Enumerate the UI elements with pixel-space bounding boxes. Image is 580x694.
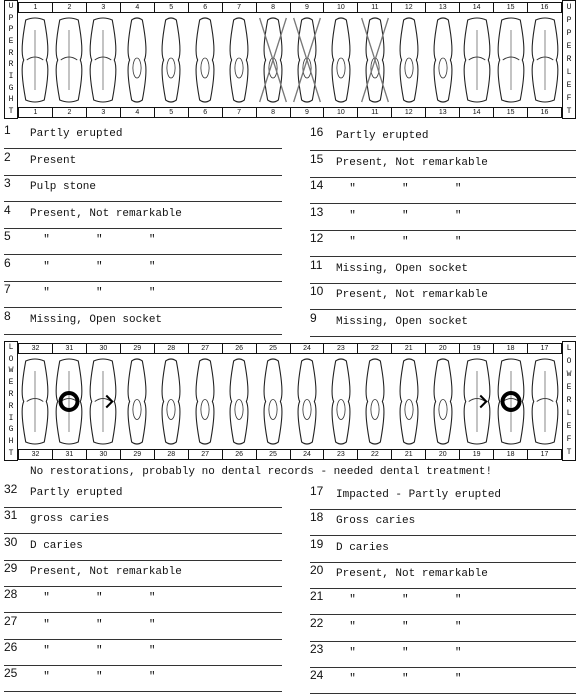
tooth-entry [310, 484, 576, 510]
side-letter: L [566, 409, 572, 419]
tooth-number: 27 [189, 344, 223, 353]
tooth-entry [4, 640, 282, 666]
tooth-drawing [464, 359, 490, 444]
chart-note: No restorations, probably no dental records - needed dental treatment! [30, 466, 493, 478]
tooth-drawing [196, 18, 214, 102]
tooth-drawing [22, 359, 48, 444]
side-letter: P [566, 28, 572, 38]
tooth-number: 22 [358, 344, 392, 353]
lower-right-side-label [4, 341, 18, 461]
tooth-drawing [230, 359, 248, 444]
tooth-drawing [434, 359, 452, 444]
entry-rule [4, 334, 282, 335]
side-letter: L [8, 342, 14, 352]
tooth-number: 10 [324, 3, 358, 12]
tooth-number: 16 [540, 109, 549, 116]
tooth-entry-number: 11 [310, 257, 323, 272]
side-letter: P [566, 15, 572, 25]
tooth-entry-number: 9 [310, 310, 317, 325]
side-letter: H [8, 437, 14, 447]
tooth-number: 5 [155, 3, 189, 12]
tooth-number: 8 [257, 108, 291, 117]
tooth-entry-text: " " " [336, 673, 462, 686]
tooth-number: 26 [223, 450, 257, 459]
tooth-entry-text: " " " [336, 594, 462, 607]
tooth-entry-text: " " " [30, 618, 156, 631]
tooth-entry [310, 537, 576, 563]
tooth-entry-text: D caries [336, 541, 389, 554]
lower-tooth-numbers-bottom [18, 449, 562, 460]
tooth-entry [4, 309, 282, 335]
tooth-number: 8 [257, 3, 291, 12]
side-letter: G [8, 83, 14, 93]
side-letter: O [8, 354, 14, 364]
tooth-entry-number: 10 [310, 284, 324, 298]
tooth-number: 17 [540, 345, 549, 352]
tooth-number: 19 [460, 344, 494, 353]
tooth-entry [4, 203, 282, 229]
tooth-entry-number: 31 [4, 508, 18, 523]
tooth-number: 24 [291, 344, 325, 353]
tooth-entry-number: 25 [4, 666, 18, 681]
tooth-number: 21 [392, 450, 426, 459]
tooth-drawing [128, 18, 146, 102]
tooth-entry [4, 561, 282, 587]
tooth-number: 4 [121, 108, 155, 117]
side-letter: W [8, 366, 14, 376]
tooth-entry [310, 284, 576, 310]
upper-tooth-numbers-top [18, 2, 562, 13]
tooth-number: 29 [121, 450, 155, 459]
tooth-entry [310, 616, 576, 642]
side-letter: T [566, 448, 572, 458]
tooth-entry-text: Present [30, 154, 77, 167]
tooth-drawing [56, 18, 82, 102]
tooth-number: 6 [189, 3, 223, 12]
tooth-entry-number: 4 [4, 202, 11, 217]
tooth-drawing [56, 359, 82, 444]
side-letter: E [566, 422, 572, 432]
lower-teeth-chart [4, 341, 576, 461]
tooth-entry [4, 282, 282, 308]
tooth-entry [310, 178, 576, 204]
tooth-entry-text: Partly erupted [336, 130, 429, 142]
tooth-number: 25 [257, 344, 291, 353]
tooth-entry-number: 19 [310, 536, 324, 551]
tooth-number: 18 [494, 450, 528, 459]
tooth-number: 28 [155, 450, 189, 459]
tooth-drawing [128, 359, 146, 444]
tooth-number: 11 [358, 108, 392, 117]
tooth-entry-number: 27 [4, 613, 18, 628]
tooth-number: 4 [121, 3, 155, 12]
side-letter: L [566, 343, 572, 353]
side-letter: F [566, 435, 572, 445]
tooth-entry-number: 22 [310, 615, 324, 630]
side-letter: E [8, 378, 14, 388]
tooth-entry-text: Impacted - Partly erupted [336, 489, 502, 501]
side-letter: E [566, 41, 572, 51]
tooth-number: 25 [257, 450, 291, 459]
lower-tooth-numbers-top [18, 343, 562, 354]
tooth-entry [4, 176, 282, 202]
tooth-entry-number: 23 [310, 641, 324, 656]
side-letter: L [566, 67, 572, 77]
entry-rule [4, 691, 282, 692]
tooth-number: 29 [121, 344, 155, 353]
tooth-number: 23 [324, 450, 358, 459]
side-letter: T [8, 107, 14, 117]
tooth-drawing [532, 359, 558, 444]
tooth-number: 10 [324, 108, 358, 117]
tooth-number: 30 [87, 450, 121, 459]
tooth-number: 12 [392, 108, 426, 117]
side-letter: R [8, 48, 14, 58]
tooth-number: 18 [494, 344, 528, 353]
tooth-number: 1 [19, 108, 53, 117]
tooth-entry-text: " " " [336, 646, 462, 659]
side-letter: R [566, 395, 572, 405]
side-letter: R [8, 60, 14, 70]
tooth-number: 14 [460, 108, 494, 117]
side-letter: E [8, 36, 14, 46]
side-letter: H [8, 95, 14, 105]
tooth-entry-number: 32 [4, 482, 18, 496]
tooth-entry [310, 668, 576, 694]
tooth-entry-text: Present, Not remarkable [336, 156, 488, 169]
side-letter: U [8, 1, 14, 11]
lower-teeth-drawing [18, 355, 562, 448]
tooth-drawing [294, 18, 321, 102]
tooth-drawing [230, 18, 248, 102]
tooth-drawing [366, 359, 384, 444]
tooth-number: 14 [460, 3, 494, 12]
tooth-entry-text: " " " [30, 592, 156, 605]
side-letter: R [566, 54, 572, 64]
tooth-entry-text: " " " [336, 209, 462, 222]
tooth-number: 28 [155, 344, 189, 353]
tooth-entry-text: " " " [30, 287, 156, 299]
upper-tooth-numbers-bottom [18, 107, 562, 118]
tooth-drawing [22, 18, 48, 102]
tooth-entry-number: 3 [4, 176, 11, 190]
tooth-drawing [90, 18, 116, 102]
tooth-entry [4, 123, 282, 149]
tooth-drawing [196, 359, 214, 444]
side-letter: T [8, 449, 14, 459]
tooth-drawing [434, 18, 452, 102]
tooth-entry [310, 563, 576, 589]
tooth-entry [4, 150, 282, 176]
tooth-drawing [264, 359, 282, 444]
tooth-number: 7 [223, 3, 257, 12]
tooth-number: 12 [392, 3, 426, 12]
tooth-number: 15 [494, 3, 528, 12]
tooth-entry-text: Missing, Open socket [336, 315, 469, 328]
tooth-entry-number: 15 [310, 151, 324, 166]
tooth-number: 5 [155, 108, 189, 117]
tooth-entry-number: 6 [4, 255, 11, 270]
side-letter: P [8, 13, 14, 23]
tooth-number: 24 [291, 450, 325, 459]
tooth-entry-text: " " " [30, 644, 156, 657]
side-letter: O [566, 356, 572, 366]
tooth-number: 15 [494, 108, 528, 117]
tooth-number: 2 [53, 108, 87, 117]
tooth-drawing [260, 18, 287, 102]
tooth-entry-text: " " " [336, 236, 462, 248]
tooth-drawing [332, 18, 350, 102]
side-letter: T [566, 106, 572, 116]
tooth-entry-number: 17 [310, 484, 324, 498]
tooth-entry-text: Partly erupted [30, 487, 123, 499]
tooth-drawing [532, 18, 558, 102]
tooth-drawing [162, 18, 180, 102]
tooth-entry-text: " " " [336, 183, 462, 195]
tooth-entry-text: " " " [30, 671, 156, 684]
side-letter: R [8, 390, 14, 400]
upper-left-side-label [562, 0, 576, 119]
tooth-entry [4, 666, 282, 692]
tooth-entry-number: 30 [4, 534, 18, 549]
tooth-entry [310, 589, 576, 615]
tooth-entry-number: 24 [310, 668, 324, 683]
tooth-entry-number: 5 [4, 229, 11, 243]
tooth-entry [4, 508, 282, 534]
tooth-entry [310, 125, 576, 151]
upper-teeth-drawing [18, 14, 562, 106]
tooth-entry-number: 18 [310, 510, 324, 525]
tooth-entry [310, 258, 576, 284]
tooth-entry [4, 229, 282, 255]
tooth-number: 27 [189, 450, 223, 459]
side-letter: P [8, 25, 14, 35]
tooth-drawing [162, 359, 180, 444]
tooth-drawing [90, 359, 116, 444]
tooth-number: 13 [426, 3, 460, 12]
tooth-entry [4, 535, 282, 561]
tooth-number: 7 [223, 108, 257, 117]
tooth-entry-text: Present, Not remarkable [336, 567, 488, 580]
tooth-number: 16 [540, 4, 549, 11]
lower-left-side-label [562, 341, 576, 461]
tooth-number: 31 [53, 344, 87, 353]
tooth-number: 23 [324, 344, 358, 353]
entry-rule [310, 336, 576, 337]
tooth-number: 20 [426, 450, 460, 459]
tooth-number: 32 [19, 344, 53, 353]
tooth-number: 20 [426, 344, 460, 353]
side-letter: I [8, 413, 14, 423]
tooth-entry-text: Pulp stone [30, 181, 97, 193]
tooth-drawing [400, 359, 418, 444]
tooth-drawing [400, 18, 418, 102]
upper-teeth-chart [4, 0, 576, 119]
tooth-number: 13 [426, 108, 460, 117]
tooth-number: 32 [19, 450, 53, 459]
tooth-entry-number: 13 [310, 204, 324, 219]
tooth-number: 2 [53, 3, 87, 12]
tooth-entry-text: gross caries [30, 513, 110, 526]
tooth-entry [310, 152, 576, 178]
tooth-entry [310, 311, 576, 337]
tooth-entry-number: 16 [310, 125, 324, 139]
tooth-entry-text: Present, Not remarkable [30, 565, 182, 578]
tooth-number: 17 [540, 451, 549, 458]
tooth-number: 11 [358, 3, 392, 12]
tooth-entry-number: 2 [4, 149, 11, 164]
tooth-number: 21 [392, 344, 426, 353]
tooth-entry [310, 205, 576, 231]
tooth-number: 6 [189, 108, 223, 117]
tooth-drawing [332, 359, 350, 444]
tooth-entry-text: Missing, Open socket [336, 262, 469, 275]
tooth-entry-text: Present, Not remarkable [336, 289, 488, 301]
side-letter: G [8, 425, 14, 435]
tooth-number: 9 [291, 3, 325, 12]
tooth-entry-text: Missing, Open socket [30, 313, 163, 326]
tooth-number: 19 [460, 450, 494, 459]
tooth-entry-text: D caries [30, 539, 83, 552]
tooth-drawing [498, 359, 524, 444]
side-letter: W [566, 369, 572, 379]
side-letter: E [566, 382, 572, 392]
tooth-entry-number: 28 [4, 587, 18, 602]
tooth-entry-text: " " " [30, 234, 156, 246]
tooth-entry-number: 12 [310, 231, 324, 245]
side-letter: U [566, 2, 572, 12]
tooth-entry-number: 14 [310, 178, 324, 192]
tooth-entry-number: 29 [4, 560, 18, 575]
tooth-entry-text: Partly erupted [30, 128, 123, 140]
tooth-drawing [498, 18, 524, 102]
tooth-entry [4, 482, 282, 508]
tooth-entry [4, 587, 282, 613]
tooth-entry-text: " " " [30, 260, 156, 273]
side-letter: R [8, 401, 14, 411]
tooth-entry-number: 26 [4, 639, 18, 654]
tooth-number: 30 [87, 344, 121, 353]
side-letter: F [566, 93, 572, 103]
tooth-entry-text: Present, Not remarkable [30, 207, 182, 220]
tooth-entry-number: 7 [4, 282, 11, 296]
tooth-entry-number: 20 [310, 562, 324, 577]
tooth-entry [310, 510, 576, 536]
tooth-entry [4, 614, 282, 640]
tooth-number: 9 [291, 108, 325, 117]
tooth-number: 31 [53, 450, 87, 459]
tooth-entry-number: 21 [310, 589, 324, 604]
tooth-number: 1 [19, 3, 53, 12]
tooth-entry [4, 256, 282, 282]
tooth-entry-number: 8 [4, 308, 11, 323]
side-letter: E [566, 80, 572, 90]
tooth-entry [310, 642, 576, 668]
tooth-drawing [464, 18, 490, 102]
tooth-entry-text: " " " [336, 620, 462, 633]
tooth-drawing [298, 359, 316, 444]
upper-right-side-label [4, 0, 18, 119]
tooth-number: 26 [223, 344, 257, 353]
side-letter: I [8, 71, 14, 81]
tooth-entry [310, 231, 576, 257]
tooth-entry-text: Gross caries [336, 515, 416, 528]
tooth-number: 3 [87, 3, 121, 12]
tooth-number: 22 [358, 450, 392, 459]
tooth-entry-number: 1 [4, 123, 11, 137]
tooth-number: 3 [87, 108, 121, 117]
tooth-drawing [362, 18, 389, 102]
